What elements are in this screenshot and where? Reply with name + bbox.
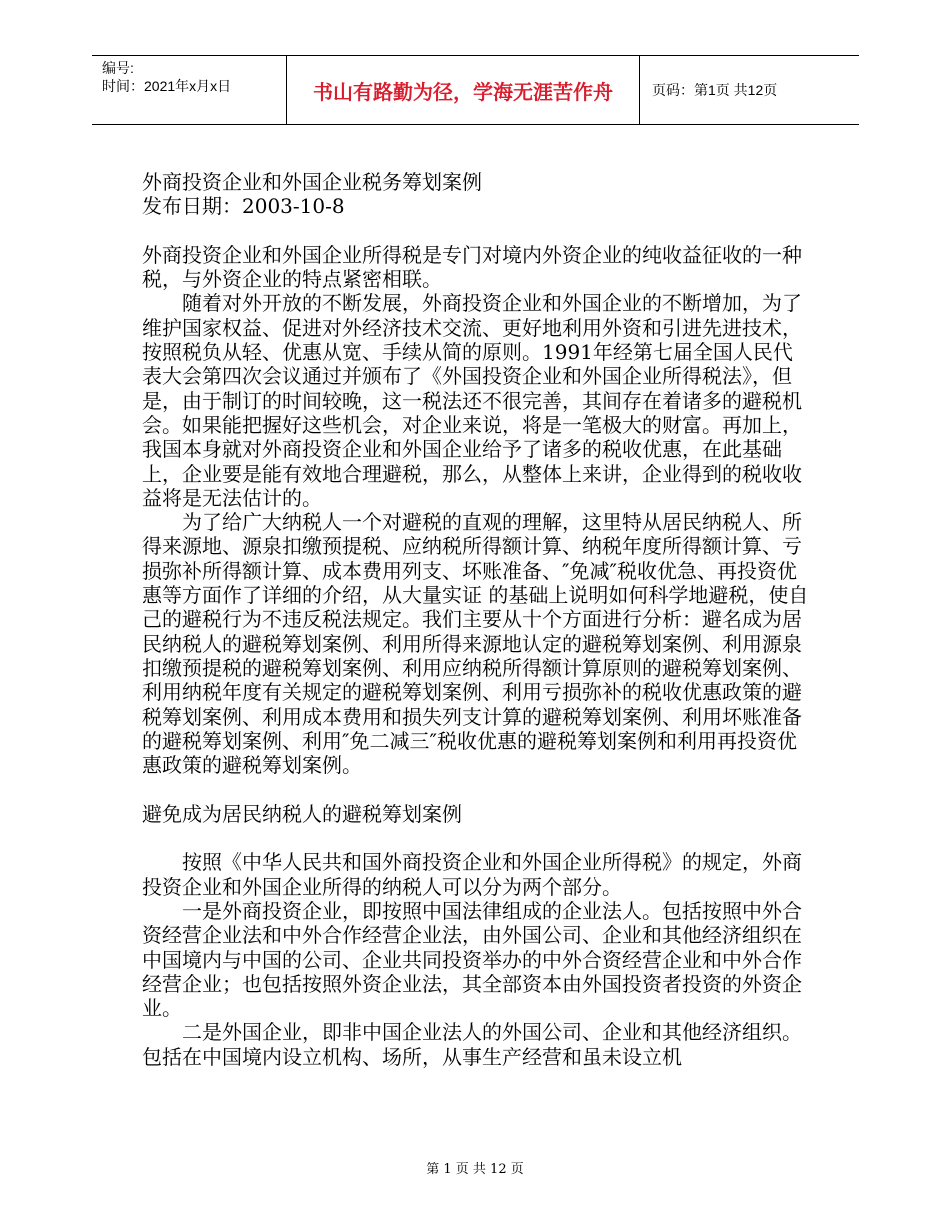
header-motto: 书山有路勤为径，学海无涯苦作舟 [313, 81, 613, 104]
publish-date: 发布日期：2003-10-8 [142, 194, 345, 219]
spacer [142, 219, 812, 243]
time-label: 时间：2021年x月x日 [102, 78, 232, 94]
document-title: 外商投资企业和外国企业税务筹划案例 [142, 170, 482, 194]
paragraph-overview: 为了给广大纳税人一个对避税的直观的理解，这里特从居民纳税人、所得来源地、源泉扣缴预提税、应纳税所得额计算、纳税年度所得额计算、亏损弥补所得额计算、成本费用列支、坏账准备、″免减″税收优急、再投资优惠等方面作了详细的介绍，从大量实证 的基础上说明如何科学地避税，使自己的避税行为不违反税法规定。我们主要从十个方面进行分析：避名成为居民纳税人的避税筹划案例、利用所得来源地认定的避税筹划案例、利用源泉扣缴预提税的避税筹划案例、利用应纳税所得额计算原则的避税筹划案例、利用纳税年度有关规定的避税筹划案例、利用亏损弥补的税收优惠政策的避税筹划案例、利用成本费用和损失列支计算的避税筹划案例、利用坏账准备的避税筹划案例、利用″免二减三″税收优惠的避税筹划案例和利用再投资优惠政策的避税筹划案例。 [142, 510, 809, 778]
document-body [142, 170, 812, 1069]
spacer [142, 826, 812, 850]
header-page-info: 页码：第1页 共12页 [652, 82, 778, 98]
paragraph-intro: 外商投资企业和外国企业所得税是专门对境内外资企业的纯收益征收的一种税，与外资企业的特点紧密相联。 [142, 242, 802, 292]
serial-label: 编号: [102, 60, 134, 76]
section-title: 避免成为居民纳税人的避税筹划案例 [142, 801, 462, 826]
paragraph-taxpayers: 按照《中华人民共和国外商投资企业和外国企业所得税》的规定，外商投资企业和外国企业所得的纳税人可以分为两个部分。 [142, 850, 802, 899]
paragraph-background: 随着对外开放的不断发展，外商投资企业和外国企业的不断增加，为了维护国家权益、促进对外经济技术交流、更好地利用外资和引进先进技术，按照税负从轻、优惠从宽、手续从简的原则。1991年经第七届全国人民代表大会第四次会议通过并颁布了《外国投资企业和外国企业所得税法》，但是，由于制订的时间较晚，这一税法还不很完善，其间存在着诸多的避税机会。如果能把握好这些机会，对企业来说，将是一笔极大的财富。再加上，我国本身就对外商投资企业和外国企业给予了诸多的税收优惠，在此基础上，企业要是能有效地合理避税，那么，从整体上来讲，企业得到的税收收益将是无法估计的。 [142, 291, 802, 510]
paragraph-foreign-invested: 一是外商投资企业，即按照中国法律组成的企业法人。包括按照中外合资经营企业法和中外合作经营企业法，由外国公司、企业和其他经济组织在中国境内与中国的公司、企业共同投资举办的中外合资经营企业和中外合作经营企业；也包括按照外资企业法，其全部资本由外国投资者投资的外资企业。 [142, 898, 802, 1021]
paragraph-foreign-enterprise: 二是外国企业，即非中国企业法人的外国公司、企业和其他经济组织。包括在中国境内设立机构、场所，从事生产经营和虽未设立机 [142, 1020, 802, 1069]
header-page-cell [640, 56, 859, 124]
spacer [142, 777, 812, 801]
header-meta-cell [92, 56, 287, 124]
document-header [92, 55, 859, 125]
page-footer: 第 1 页 共 12 页 [426, 1162, 524, 1177]
header-motto-cell [287, 56, 640, 124]
